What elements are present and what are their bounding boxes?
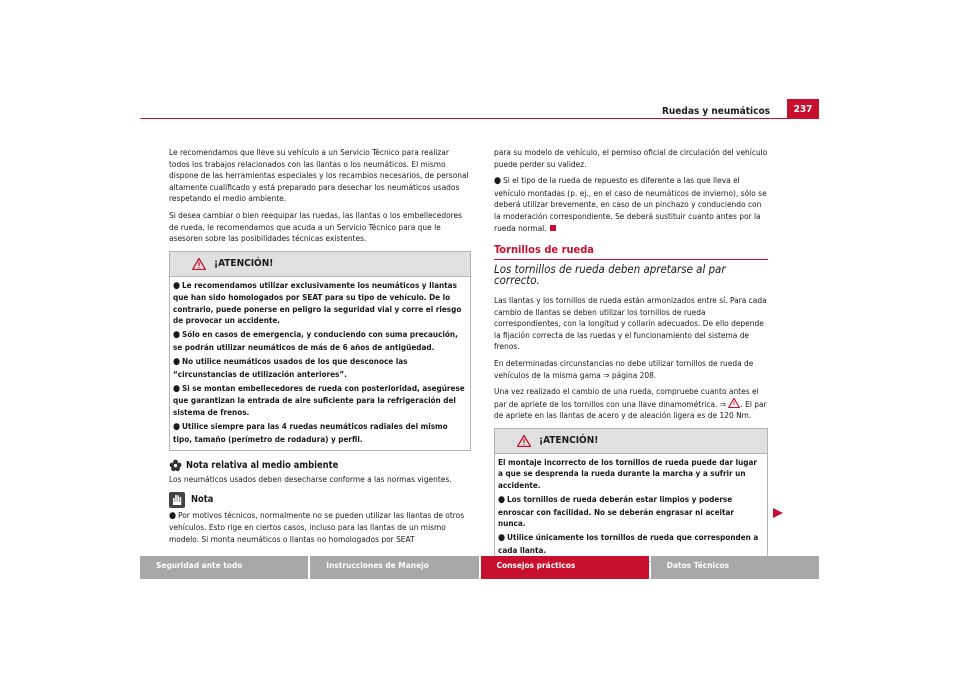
warning-item: ● Utilice únicamente los tornillos de rueda que corresponden a cada llanta. — [498, 532, 759, 555]
right-column — [494, 147, 768, 570]
page-number: 237 — [787, 99, 819, 119]
warning-ref-icon — [728, 398, 740, 408]
bullet-icon: ● — [173, 330, 181, 341]
bullet-icon: ● — [498, 495, 506, 506]
bullet-icon: ● — [169, 510, 177, 521]
header-rule — [140, 118, 819, 119]
left-column — [169, 147, 471, 550]
paragraph: ● Si el tipo de la rueda de repuesto es diferente a las que lleva el vehículo montadas (p. ej., en el caso de neumáticos de invierno), sólo se deberá utilizar brevemente, en caso de un pinchazo y conduciendo con la moderación correspondiente. Se deberá sustituir cuanto antes por la rueda normal. — [494, 175, 767, 233]
warning-title: ¡ATENCIÓN! — [539, 435, 599, 447]
warning-box — [494, 428, 768, 562]
section-subtitle: Los tornillos de rueda deben apretarse al par correcto. — [494, 261, 726, 288]
warning-header — [495, 429, 767, 454]
paragraph: Si desea cambiar o bien reequipar las ruedas, las llantas o los embellecedores de rueda, le recomendamos que acuda a un Servicio Técnico para que le asesoren sobre las posibilidades técnicas existentes. — [169, 209, 463, 244]
env-note-text: Los neumáticos usados deben desecharse conforme a las normas vigentes. — [169, 474, 452, 485]
warning-body — [170, 277, 470, 450]
bullet-icon: ● — [498, 533, 506, 544]
flower-icon — [169, 459, 182, 472]
warning-item: ● Sólo en casos de emergencia, y conduciendo con suma precaución, se podrán utilizar neumáticos de más de 6 años de antigüedad. — [173, 329, 458, 352]
section-rule — [494, 259, 768, 260]
warning-triangle-icon — [192, 258, 206, 270]
warning-title: ¡ATENCIÓN! — [214, 257, 274, 269]
nota-text: ● Por motivos técnicos, normalmente no se pueden utilizar las llantas de otros vehículos. Esto rige en ciertos casos, incluso para las llantas de un mismo modelo. Si monta neumáticos o llantas no homologados por SEAT — [169, 509, 465, 544]
warning-intro: El montaje incorrecto de los tornillos de rueda puede dar lugar a que se desprenda la rueda durante la marcha y a sufrir un accidente. — [498, 456, 757, 490]
bullet-icon: ● — [173, 422, 181, 433]
nota-title: Nota — [169, 492, 471, 508]
paragraph: En determinadas circunstancias no debe utilizar tornillos de rueda de vehículos de la misma gama ⇒ página 208. — [494, 357, 754, 380]
tab-datos[interactable]: Datos Técnicos — [651, 556, 819, 579]
warning-box — [169, 251, 471, 451]
bullet-icon: ● — [173, 280, 181, 291]
warning-item: ● Utilice siempre para las 4 ruedas neumáticos radiales del mismo tipo, tamaño (perímetro de rodadura) y perfil. — [173, 421, 448, 444]
hand-icon — [169, 492, 185, 508]
page-header — [0, 0, 960, 120]
paragraph: Las llantas y los tornillos de rueda están armonizados entre sí. Para cada cambio de llantas se deben utilizar los tornillos de rueda correspondientes, con la longitud y collarín adecuados. De ello depende la fijación correcta de las ruedas y el funcionamiento del sistema de frenos. — [494, 294, 767, 352]
warning-item: ● Los tornillos de rueda deberán estar limpios y poderse enroscar con facilidad. No se deberán engrasar ni aceitar nunca. — [498, 494, 735, 528]
footer-nav — [140, 556, 819, 579]
section-title: Tornillos de rueda — [494, 243, 594, 257]
chapter-title: Ruedas y neumáticos — [661, 106, 770, 117]
paragraph: para su modelo de vehículo, el permiso oficial de circulación del vehículo puede perder su validez. — [494, 147, 768, 169]
tab-instrucciones[interactable]: Instrucciones de Manejo — [310, 556, 478, 579]
paragraph: Una vez realizado el cambio de una rueda, compruebe cuanto antes el par de apriete de los tornillos con una llave dinamométrica. ⇒ . El par de apriete en las llantas de acero y de aleación ligera es de 120 Nm. — [494, 386, 767, 421]
continue-arrow-icon — [773, 508, 783, 518]
warning-item: ● No utilice neumáticos usados de los que desconoce las “circunstancias de utilización anteriores”. — [173, 356, 408, 379]
tab-consejos[interactable]: Consejos prácticos — [481, 556, 649, 579]
bullet-icon: ● — [173, 357, 181, 368]
warning-item: ● Si se montan embellecedores de rueda con posterioridad, asegúrese que garantizan la entrada de aire suficiente para la refrigeración del sistema de frenos. — [173, 383, 465, 417]
paragraph: Le recomendamos que lleve su vehículo a un Servicio Técnico para realizar todos los trabajos relacionados con las llantas o los neumáticos. El mismo dispone de las herramientas especiales y los recambios necesarios, de personal altamente cualificado y está preparado para desechar los neumáticos usados respetando el medio ambiente. — [169, 147, 469, 204]
tab-seguridad[interactable]: Seguridad ante todo — [140, 556, 308, 579]
bullet-icon: ● — [173, 384, 181, 394]
warning-header — [170, 252, 470, 277]
warning-item: ● Le recomendamos utilizar exclusivamente los neumáticos y llantas que han sido homologados por SEAT para su tipo de vehículo. De lo contrario, puede ponerse en peligro la seguridad vial y corre el riesgo de provocar un accidente. — [173, 279, 462, 325]
end-mark-icon — [550, 225, 556, 231]
warning-body — [495, 454, 767, 561]
env-note-title: Nota relativa al medio ambiente — [169, 459, 471, 472]
bullet-icon: ● — [494, 176, 502, 187]
warning-triangle-icon — [517, 435, 531, 447]
